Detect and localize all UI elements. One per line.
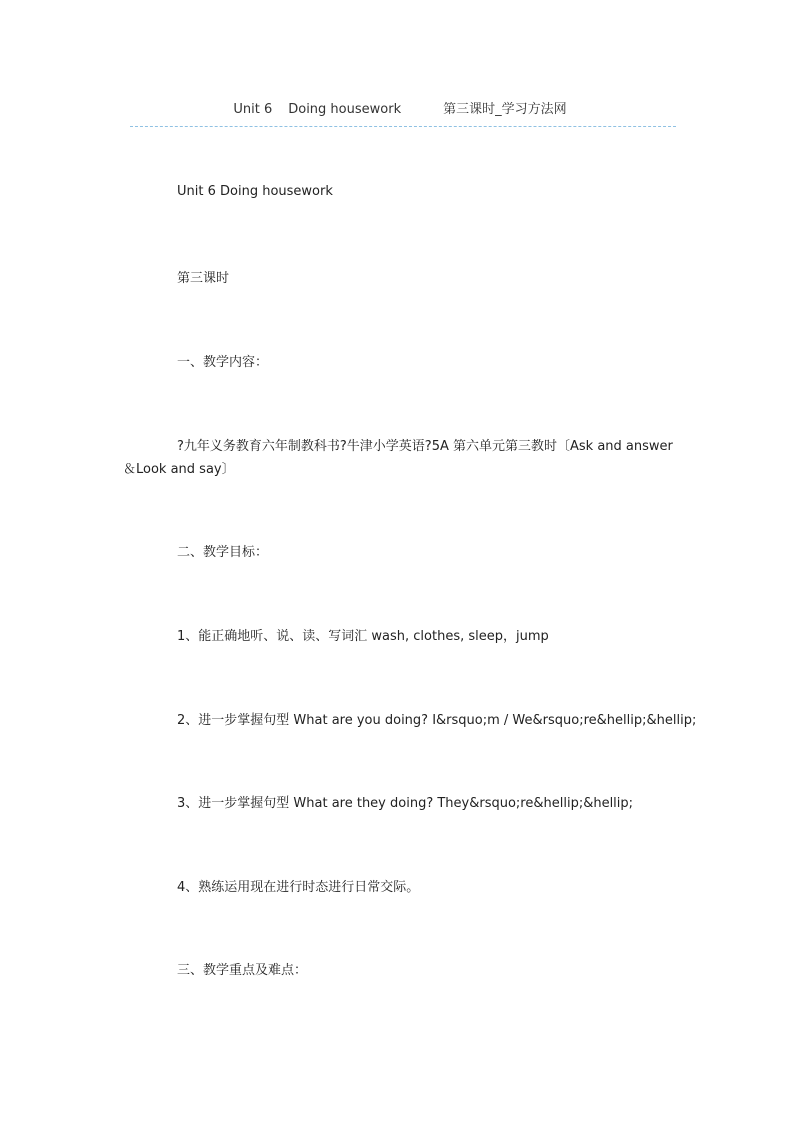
unit-title: Unit 6 Doing housework xyxy=(177,184,333,199)
lesson-label: 第三课时 xyxy=(177,271,230,286)
section3-heading: 三、教学重点及难点： xyxy=(177,963,308,978)
goal-3: 3、进一步掌握句型 What are they doing? They&rsquo;re&hellip;&hellip; xyxy=(177,796,634,811)
header-subtitle: 第三课时_学习方法网 xyxy=(443,102,567,117)
goal-2: 2、进一步掌握句型 What are you doing? I&rsquo;m / We&rsquo;re&hellip;&hellip; xyxy=(177,713,697,728)
goal-1: 1、能正确地听、说、读、写词汇 wash, clothes, sleep，jump xyxy=(177,629,549,644)
content-line-2: ＆Look and say〕 xyxy=(123,462,235,477)
goal-4: 4、熟练运用现在进行时态进行日常交际。 xyxy=(177,880,420,895)
header-title: Doing housework xyxy=(288,102,402,117)
section2-heading: 二、教学目标： xyxy=(177,545,269,560)
header-divider xyxy=(130,126,676,127)
page-header xyxy=(0,98,800,117)
content-line-1: ?九年义务教育六年制教科书?牛津小学英语?5A 第六单元第三教时〔Ask and answer xyxy=(177,439,673,454)
section1-heading: 一、教学内容： xyxy=(177,355,269,370)
header-unit: Unit 6 xyxy=(233,102,273,117)
